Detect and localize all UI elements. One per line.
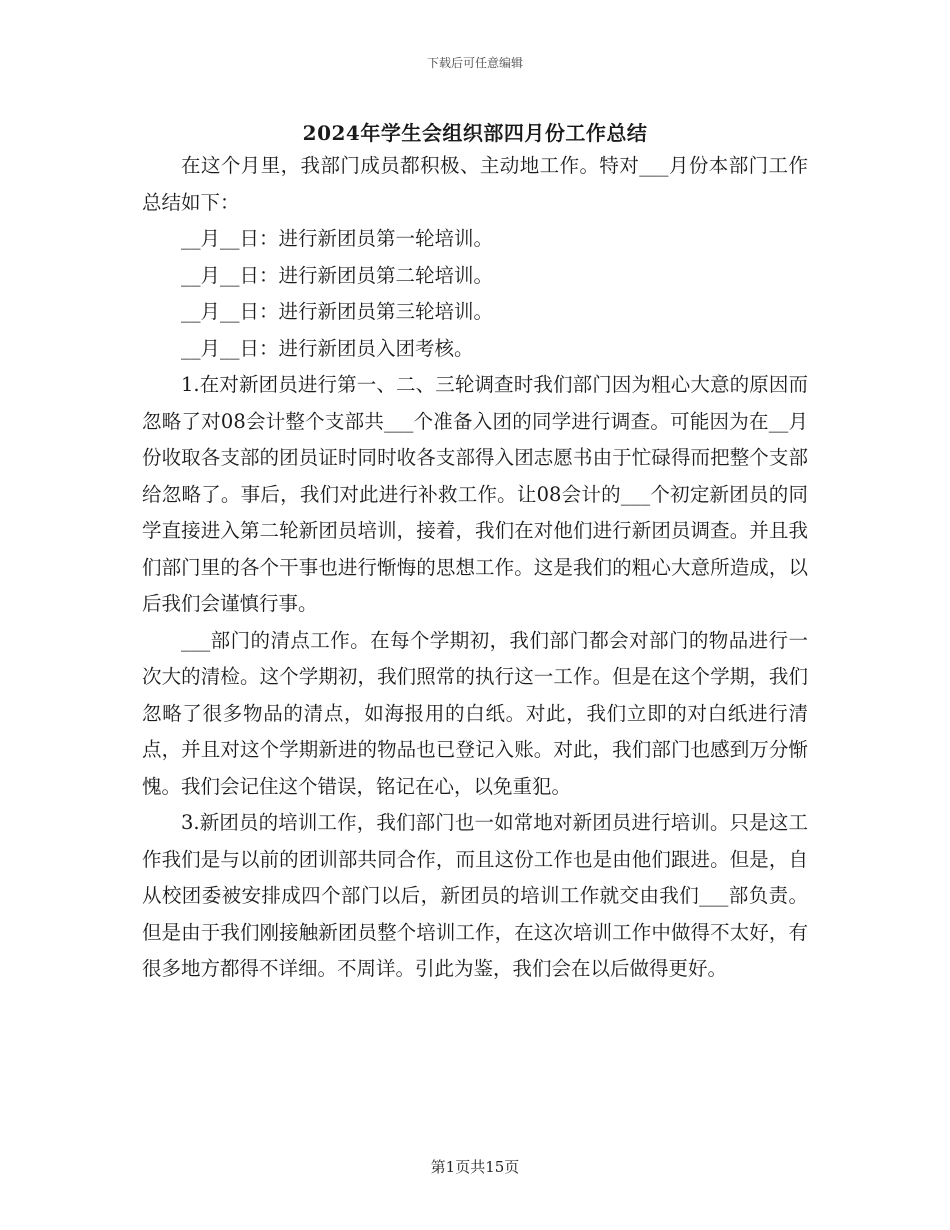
document-title: 2024年学生会组织部四月份工作总结 [302,121,648,145]
header-note: 下载后可任意编辑 [426,56,523,70]
paragraph-item-3: 3.新团员的培训工作，我们部门也一如常地对新团员进行培训。只是这工作我们是与以前的团训部共同合作，而且这份工作也是由他们跟进。但是，自从校团委被安排成四个部门以后，新团员的培训工作就交由我们___部负责。但是由于我们刚接触新团员整个培训工作，在这次培训工作中做得不太好，有很多地方都得不详细。不周详。引此为鉴，我们会在以后做得更好。 [142,811,808,980]
document-body [142,148,808,988]
paragraph-schedule-3: __月__日：进行新团员第三轮培训。 [181,300,494,323]
paragraph-schedule-2: __月__日：进行新团员第二轮培训。 [181,263,494,287]
paragraph-item-2: ___部门的清点工作。在每个学期初，我们部门都会对部门的物品进行一次大的清检。这个学期初，我们照常的执行这一工作。但是在这个学期，我们忽略了很多物品的清点，如海报用的白纸。对此，我们立即的对白纸进行清点，并且对这个学期新进的物品也已登记入账。对此，我们部门也感到万分惭愧。我们会记住这个错误，铭记在心，以免重犯。 [142,628,808,798]
paragraph-schedule-4: __月__日：进行新团员入团考核。 [181,336,474,360]
paragraph-item-1: 1.在对新团员进行第一、二、三轮调查时我们部门因为粗心大意的原因而忽略了对08会计整个支部共___个准备入团的同学进行调查。可能因为在__月份收取各支部的团员证时同时收各支部得入团志愿书由于忙碌得而把整个支部给忽略了。事后，我们对此进行补救工作。让08会计的___个初定新团员的同学直接进入第二轮新团员培训，接着，我们在对他们进行新团员调查。并且我们部门里的各个干事也进行惭悔的思想工作。这是我们的粗心大意所造成，以后我们会谨慎行事。 [142,373,808,615]
paragraph-schedule-1: __月__日：进行新团员第一轮培训。 [181,227,494,250]
page-number: 第1页共15页 [430,1158,520,1176]
paragraph-intro: 在这个月里，我部门成员都积极、主动地工作。特对___月份本部门工作总结如下： [142,154,808,214]
